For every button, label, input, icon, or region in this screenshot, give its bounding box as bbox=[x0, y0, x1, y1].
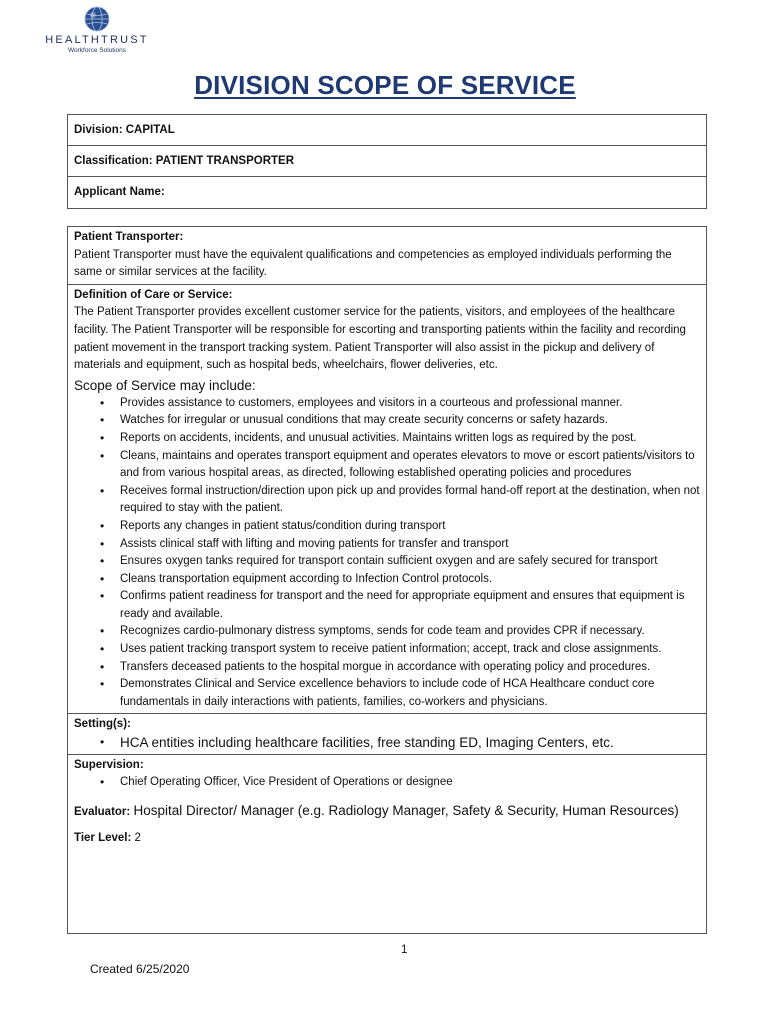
list-item: • Reports any changes in patient status/condition during transport bbox=[120, 518, 700, 536]
classification-row: Classification: PATIENT TRANSPORTER bbox=[68, 146, 706, 177]
healthtrust-logo bbox=[40, 6, 154, 54]
info-table bbox=[67, 114, 707, 209]
supervision-heading: Supervision: bbox=[74, 758, 144, 771]
settings-section bbox=[68, 714, 706, 754]
settings-heading: Setting(s): bbox=[74, 718, 131, 731]
definition-heading: Definition of Care or Service: bbox=[74, 288, 233, 301]
list-item: • Uses patient tracking transport system to receive patient information; accept, track and close assignments. bbox=[120, 641, 700, 659]
evaluator-line bbox=[74, 802, 700, 822]
tier-value: 2 bbox=[134, 832, 141, 845]
globe-icon bbox=[84, 6, 110, 32]
logo-name: HEALTHTRUST bbox=[45, 34, 149, 46]
page-number: 1 bbox=[401, 944, 408, 956]
list-item: • Assists clinical staff with lifting and moving patients for transfer and transport bbox=[120, 536, 700, 554]
list-item: • Watches for irregular or unusual conditions that may create security concerns or safety hazards. bbox=[120, 412, 700, 430]
evaluator-label: Evaluator: bbox=[74, 805, 131, 818]
definition-text: The Patient Transporter provides excellent customer service for the patients, visitors, and employees of the healthcare facility. The Patient Transporter will be responsible for escorting and transporting patients within the facility and recording patient movement in the transport tracking system. Patient Transporter will also assist in the pickup and delivery of materials and equipment, such as hospital beds, wheelchairs, flower deliveries, etc. bbox=[74, 306, 686, 372]
tier-label: Tier Level: bbox=[74, 832, 132, 845]
scope-list bbox=[74, 395, 700, 712]
list-item: • Recognizes cardio-pulmonary distress symptoms, sends for code team and provides CPR if necessary. bbox=[120, 623, 700, 641]
settings-list bbox=[74, 734, 700, 752]
list-item: • Reports on accidents, incidents, and unusual activities. Maintains written logs as required by the post. bbox=[120, 430, 700, 448]
patient-transporter-heading: Patient Transporter: bbox=[74, 231, 184, 243]
list-item: • Cleans transportation equipment according to Infection Control protocols. bbox=[120, 571, 700, 589]
list-item: • Demonstrates Clinical and Service excellence behaviors to include code of HCA Healthcare conduct core fundamentals in daily interactions with patients, families, co-workers and physicians. bbox=[120, 676, 700, 711]
list-item: • Chief Operating Officer, Vice President of Operations or designee bbox=[120, 774, 700, 792]
patient-transporter-section bbox=[68, 227, 706, 285]
tier-line bbox=[74, 830, 700, 848]
list-item: • Confirms patient readiness for transport and the need for appropriate equipment and ensures that equipment is ready and available. bbox=[120, 588, 700, 623]
applicant-row[interactable]: Applicant Name: bbox=[74, 186, 165, 198]
list-item: • Provides assistance to customers, employees and visitors in a courteous and professional manner. bbox=[120, 395, 700, 413]
list-item: • Cleans, maintains and operates transport equipment and operates elevators to move or escort patients/visitors to and from various hospital areas, as directed, following established operating policies and procedures bbox=[120, 448, 700, 483]
list-item: • Ensures oxygen tanks required for transport contain sufficient oxygen and are safely secured for transport bbox=[120, 553, 700, 571]
scope-table bbox=[67, 226, 707, 934]
definition-section bbox=[68, 285, 706, 715]
patient-transporter-text: Patient Transporter must have the equivalent qualifications and competencies as employed individuals performing the same or similar services at the facility. bbox=[74, 248, 672, 279]
created-date: Created 6/25/2020 bbox=[90, 962, 190, 976]
supervision-section bbox=[68, 755, 706, 856]
list-item: • Receives formal instruction/direction upon pick up and provides formal hand-off report at the destination, when not required to stay with the patient. bbox=[120, 483, 700, 518]
evaluator-value: Hospital Director/ Manager (e.g. Radiology Manager, Safety & Security, Human Resources) bbox=[133, 802, 679, 818]
division-row: Division: CAPITAL bbox=[68, 115, 706, 146]
list-item: • Transfers deceased patients to the hospital morgue in accordance with operating policy and procedures. bbox=[120, 659, 700, 677]
scope-heading: Scope of Service may include: bbox=[74, 377, 256, 393]
supervision-list bbox=[74, 774, 700, 792]
list-item: • HCA entities including healthcare facilities, free standing ED, Imaging Centers, etc. bbox=[120, 734, 700, 752]
page-title: DIVISION SCOPE OF SERVICE bbox=[194, 70, 576, 100]
logo-subtitle: Workforce Solutions bbox=[67, 47, 127, 54]
